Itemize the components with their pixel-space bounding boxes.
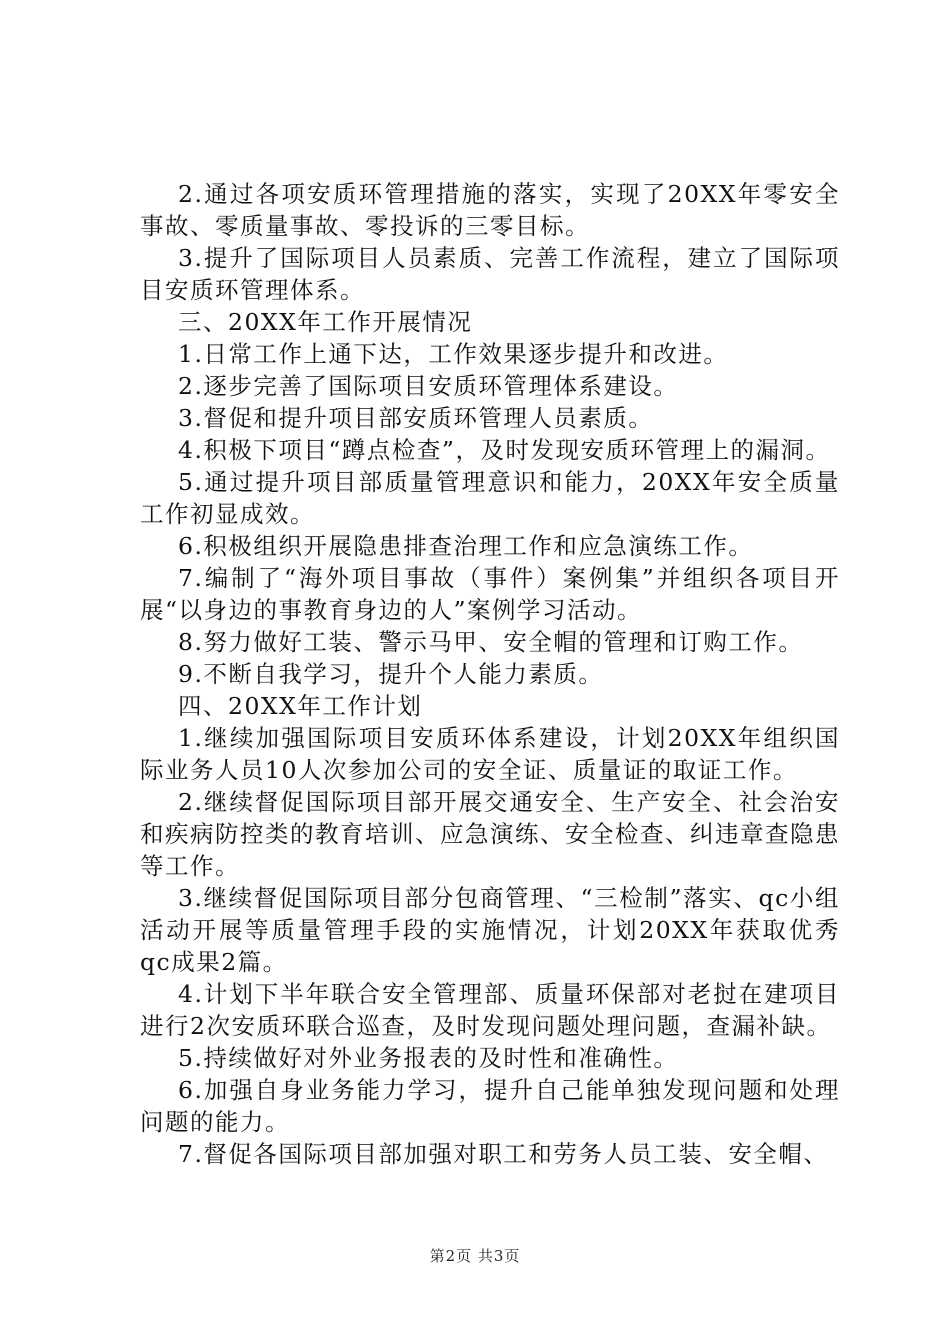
paragraph: 8.努力做好工装、警示马甲、安全帽的管理和订购工作。 (178, 628, 804, 656)
page-footer (0, 1245, 950, 1266)
paragraph: 2.逐步完善了国际项目安质环管理体系建设。 (178, 372, 679, 400)
paragraph: 6.积极组织开展隐患排查治理工作和应急演练工作。 (178, 532, 754, 560)
section-heading: 三、20XX年工作开展情况 (178, 308, 473, 336)
paragraph: 5.通过提升项目部质量管理意识和能力，20XX年安全质量工作初显成效。 (140, 468, 840, 528)
paragraph: 3.提升了国际项目人员素质、完善工作流程，建立了国际项目安质环管理体系。 (140, 244, 840, 304)
document-body (140, 178, 840, 1170)
paragraph: 3.继续督促国际项目部分包商管理、“三检制”落实、qc小组活动开展等质量管理手段的实施情况，计划20XX年获取优秀qc成果2篇。 (140, 884, 840, 976)
paragraph: 4.积极下项目“蹲点检查”，及时发现安质环管理上的漏洞。 (178, 436, 831, 464)
paragraph: 4.计划下半年联合安全管理部、质量环保部对老挝在建项目进行2次安质环联合巡查，及时发现问题处理问题，查漏补缺。 (140, 980, 840, 1040)
paragraph: 7.编制了“海外项目事故（事件）案例集”并组织各项目开展“以身边的事教育身边的人”案例学习活动。 (140, 564, 840, 624)
section-heading: 四、20XX年工作计划 (178, 692, 423, 720)
paragraph: 1.日常工作上通下达，工作效果逐步提升和改进。 (178, 340, 729, 368)
paragraph: 2.继续督促国际项目部开展交通安全、生产安全、社会治安和疾病防控类的教育培训、应急演练、安全检查、纠违章查隐患等工作。 (140, 788, 840, 880)
paragraph: 2.通过各项安质环管理措施的落实，实现了20XX年零安全事故、零质量事故、零投诉的三零目标。 (140, 180, 840, 240)
page-indicator: 第2页 共3页 (429, 1247, 521, 1265)
paragraph: 1.继续加强国际项目安质环体系建设，计划20XX年组织国际业务人员10人次参加公司的安全证、质量证的取证工作。 (140, 724, 840, 784)
paragraph: 3.督促和提升项目部安质环管理人员素质。 (178, 404, 654, 432)
paragraph: 9.不断自我学习，提升个人能力素质。 (178, 660, 604, 688)
paragraph: 5.持续做好对外业务报表的及时性和准确性。 (178, 1044, 679, 1072)
paragraph: 7.督促各国际项目部加强对职工和劳务人员工装、安全帽、 (178, 1140, 829, 1168)
paragraph: 6.加强自身业务能力学习，提升自己能单独发现问题和处理问题的能力。 (140, 1076, 840, 1136)
